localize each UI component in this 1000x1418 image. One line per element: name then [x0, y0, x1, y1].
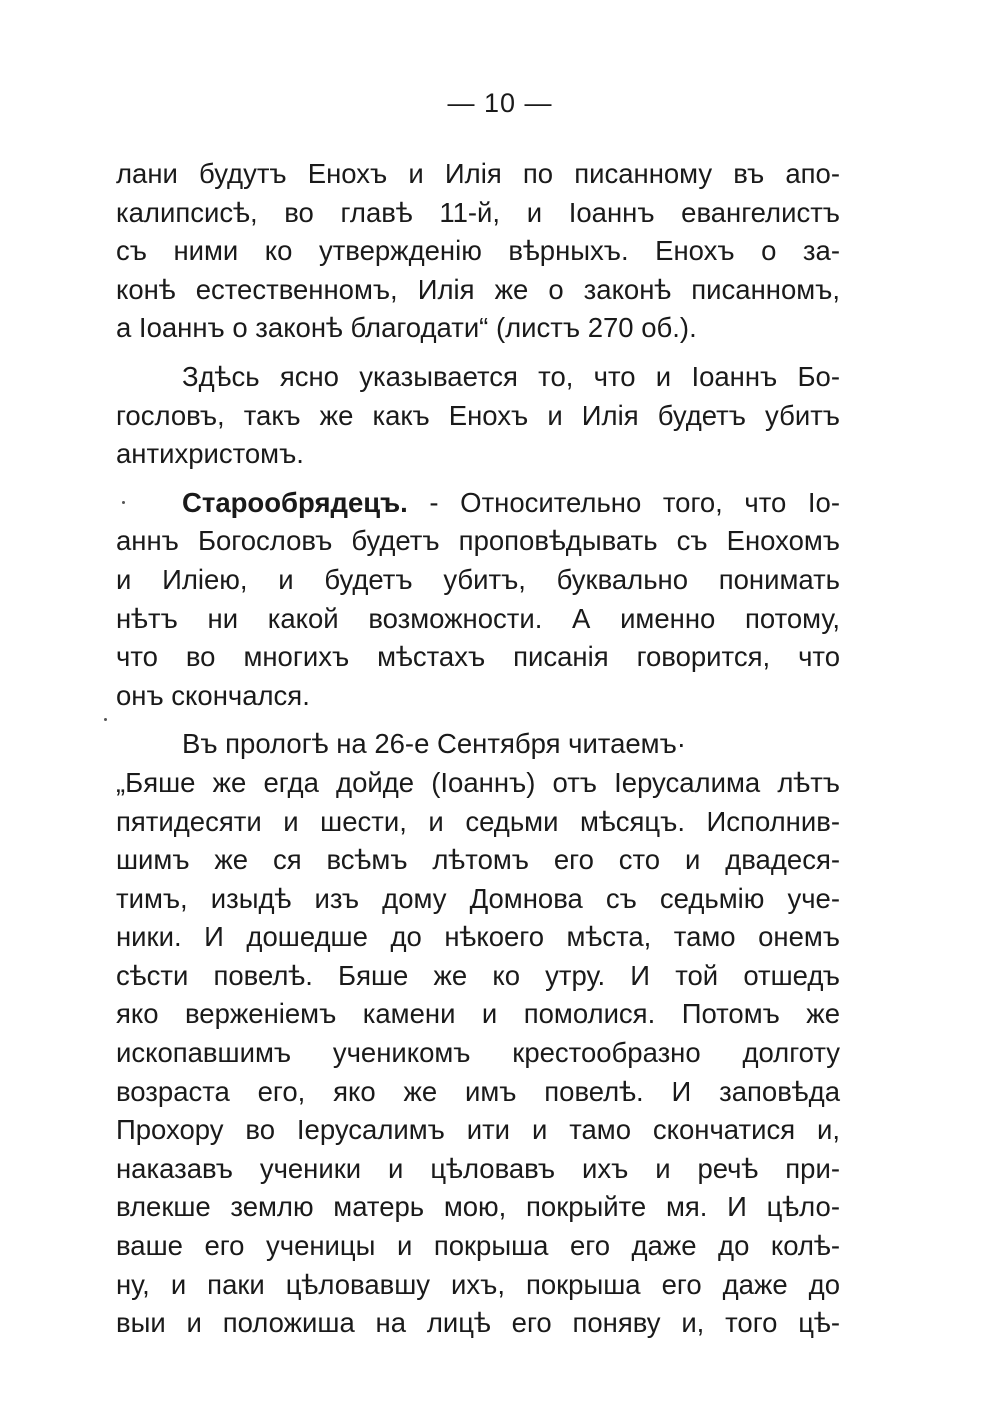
- text-line: ископавшимъ ученикомъ крестообразно долготу: [116, 1037, 840, 1069]
- paragraph: [116, 725, 840, 1343]
- text-line: антихристомъ.: [116, 438, 304, 470]
- text-line: и Иліею, и будетъ убитъ, буквально понимать: [116, 563, 840, 595]
- text-line: сѣсти повелѣ. Бяше же ко утру. И той отшедъ: [116, 959, 840, 991]
- text-line: наказавъ ученики и цѣловавъ ихъ и речѣ при-: [116, 1152, 840, 1184]
- text-line: ники. И дошедше до нѣкоего мѣста, тамо онемъ: [116, 921, 840, 953]
- text-line: ну, и паки цѣловавшу ихъ, покрыша его даже до: [116, 1268, 840, 1300]
- text-line: тимъ, изыдѣ изъ дому Домнова съ седьмію уче-: [116, 882, 840, 914]
- text-line: выи и положиша на лицѣ его поняву и, того цѣ-: [116, 1307, 840, 1339]
- text-line: Здѣсь ясно указывается то, что и Іоаннъ Бо-: [182, 360, 840, 392]
- page-number: — 10 —: [447, 88, 553, 118]
- text-line: [116, 484, 840, 523]
- text-fragment: - Относительно того, что Іо-: [429, 486, 840, 518]
- text-line: ваше его ученицы и покрыша его даже до колѣ-: [116, 1230, 840, 1262]
- text-line: а Іоаннъ о законѣ благодати“ (листъ 270 об.).: [116, 312, 697, 344]
- speaker-label: Старообрядецъ.: [182, 486, 408, 518]
- text-line: гословъ, такъ же какъ Енохъ и Илія будетъ убитъ: [116, 399, 840, 431]
- text-line: лани будутъ Енохъ и Илія по писанному въ апо-: [116, 158, 840, 189]
- paragraph: [116, 484, 840, 716]
- text-line: что во многихъ мѣстахъ писанія говорится, что: [116, 641, 840, 673]
- text-line: Прохору во Іерусалимъ ити и тамо скончатися и,: [116, 1114, 840, 1146]
- text-line: калипсисѣ, во главѣ 11-й, и Іоаннъ евангелистъ: [116, 196, 840, 228]
- paragraph: [116, 155, 840, 348]
- text-line: „Бяше же егда дойде (Іоаннъ) отъ Іерусалима лѣтъ: [116, 766, 840, 798]
- text-line: влекше землю матерь мою, покрыйте мя. И цѣло-: [116, 1191, 840, 1223]
- body-text: [116, 155, 840, 1343]
- text-line: онъ скончался.: [116, 679, 310, 711]
- text-line: нѣтъ ни какой возможности. А именно потому,: [116, 602, 840, 634]
- text-line: шимъ же ся всѣмъ лѣтомъ его сто и двадеся-: [116, 844, 840, 876]
- text-line: возраста его, яко же имъ повелѣ. И заповѣда: [116, 1075, 840, 1107]
- text-line: яко верженіемъ камени и помолися. Потомъ же: [116, 998, 840, 1030]
- paragraph: [116, 358, 840, 474]
- ink-speck: [104, 718, 107, 721]
- text-line: Въ прологѣ на 26-е Сентября читаемъ·: [182, 728, 686, 760]
- text-line: пятидесяти и шести, и седьми мѣсяцъ. Исполнив-: [116, 805, 840, 837]
- text-line: конѣ естественномъ, Илія же о законѣ писанномъ,: [116, 273, 840, 305]
- text-line: съ ними ко утвержденію вѣрныхъ. Енохъ о за-: [116, 235, 840, 267]
- text-line: аннъ Богословъ будетъ проповѣдывать съ Енохомъ: [116, 525, 840, 557]
